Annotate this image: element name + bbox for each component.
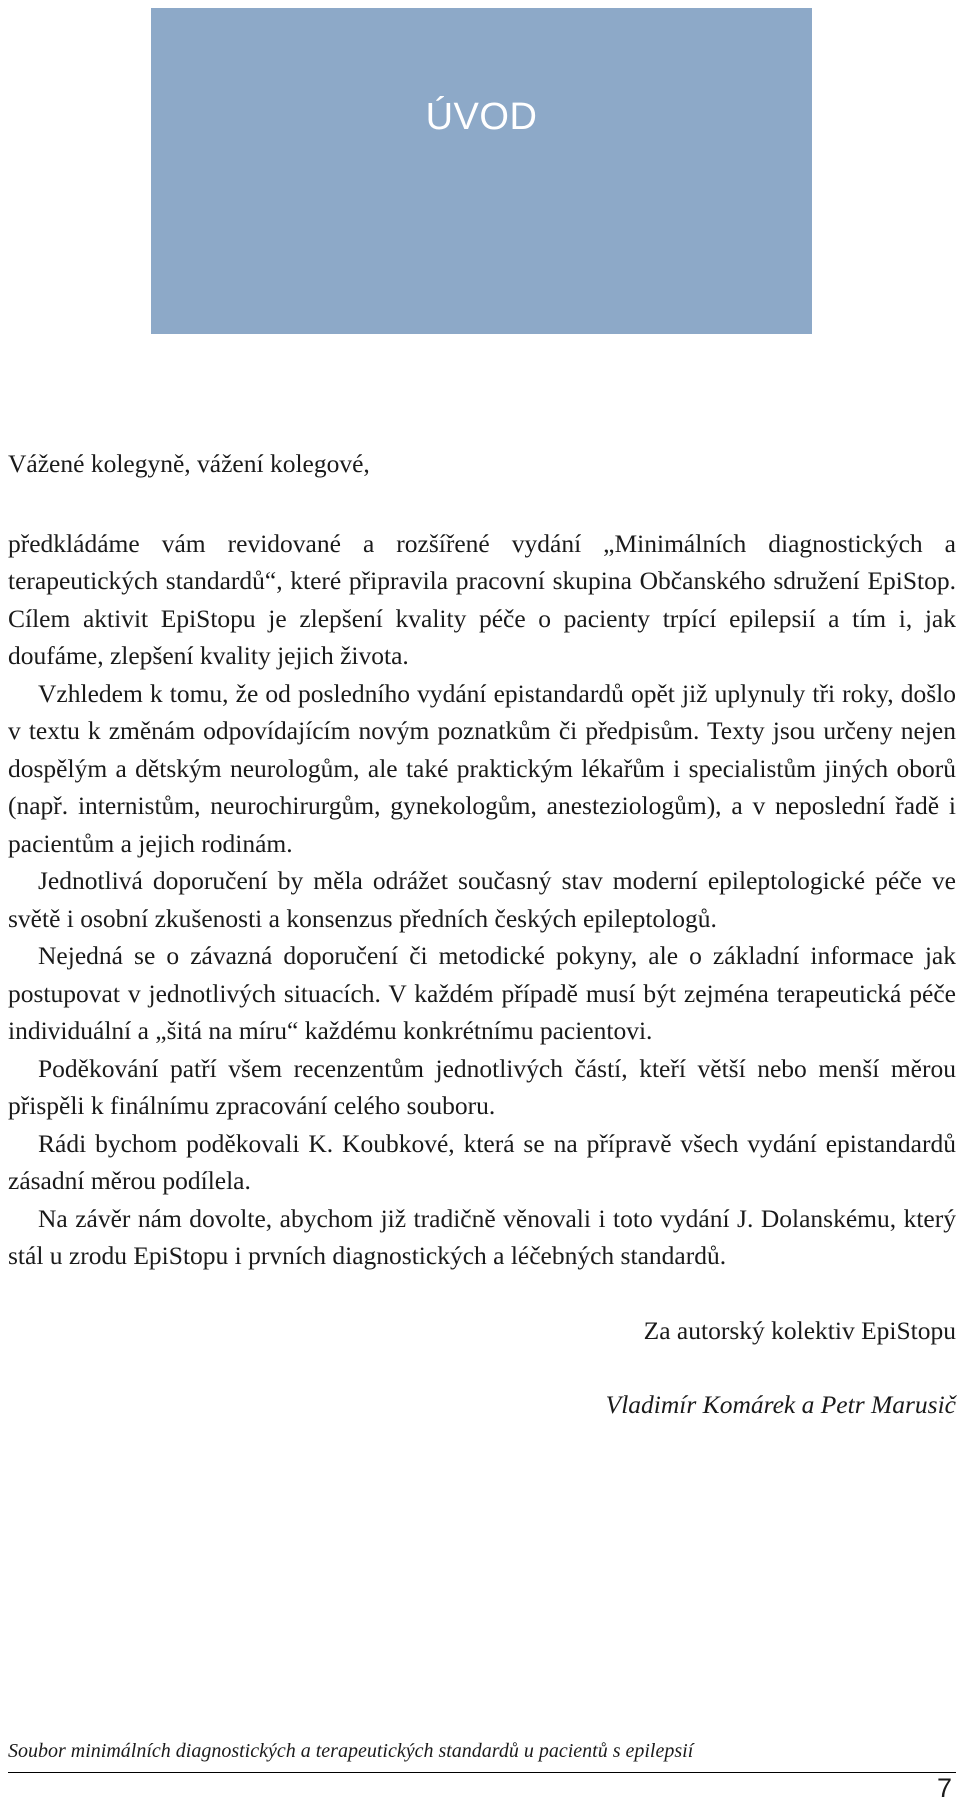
paragraph-intro: předkládáme vám revidované a rozšířené vydání „Minimálních diagnostických a terapeutických standardů“, které připravila pracovní skupina Občanského sdružení EpiStop. Cílem aktivit EpiStopu je zlepšení kvality péče o pacienty trpící epilepsií a tím i, jak doufáme, zlepšení kvality jejich života. (8, 528, 956, 670)
page-number: 7 (936, 1773, 952, 1803)
paragraph-changes: Vzhledem k tomu, že od posledního vydání epistandardů opět již uplynuly tři roky, došlo v textu k změnám odpovídajícím novým poznatkům či předpisům. Texty jsou určeny nejen dospělým a dětským neurologům, ale také praktickým lékařům i specialistům jiných oborů (např. internistům, neurochirurgům, gynekologům, anesteziologům), a v neposlední řadě i pacientům a jejich rodinám. (8, 678, 956, 858)
paragraph-thanks-koubkova: Rádi bychom poděkovali K. Koubkové, která se na přípravě všech vydání epistandardů zásadní měrou podílela. (8, 1128, 956, 1195)
paragraph-thanks-reviewers: Poděkování patří všem recenzentům jednotlivých částí, kteří větší nebo menší měrou přispěli k finálnímu zpracování celého souboru. (8, 1053, 956, 1120)
document-body (8, 445, 956, 1424)
paragraph-recommendations: Jednotlivá doporučení by měla odrážet současný stav moderní epileptologické péče ve světě i osobní zkušenosti a konsenzus předních českých epileptologů. (8, 866, 956, 933)
paragraph-not-binding: Nejedná se o závazná doporučení či metodické pokyny, ale o základní informace jak postupovat v jednotlivých situacích. V každém případě musí být zejména terapeutická péče individuální a „šitá na míru“ každému konkrétnímu pacientovi. (8, 941, 956, 1045)
footer-divider (8, 1772, 956, 1773)
paragraph-dedication: Na závěr nám dovolte, abychom již tradičně věnovali i toto vydání J. Dolanskému, který stál u zrodu EpiStopu i prvních diagnostických a léčebných standardů. (8, 1203, 956, 1270)
greeting: Vážené kolegyně, vážení kolegové, (8, 449, 370, 478)
footer-publication-title: Soubor minimálních diagnostických a terapeutických standardů u pacientů s epilepsií (8, 1740, 694, 1762)
signature-collective: Za autorský kolektiv EpiStopu (643, 1315, 956, 1345)
signature-authors: Vladimír Komárek a Petr Marusič (605, 1390, 956, 1419)
title-banner (151, 8, 812, 334)
page-title: ÚVOD (425, 96, 538, 138)
